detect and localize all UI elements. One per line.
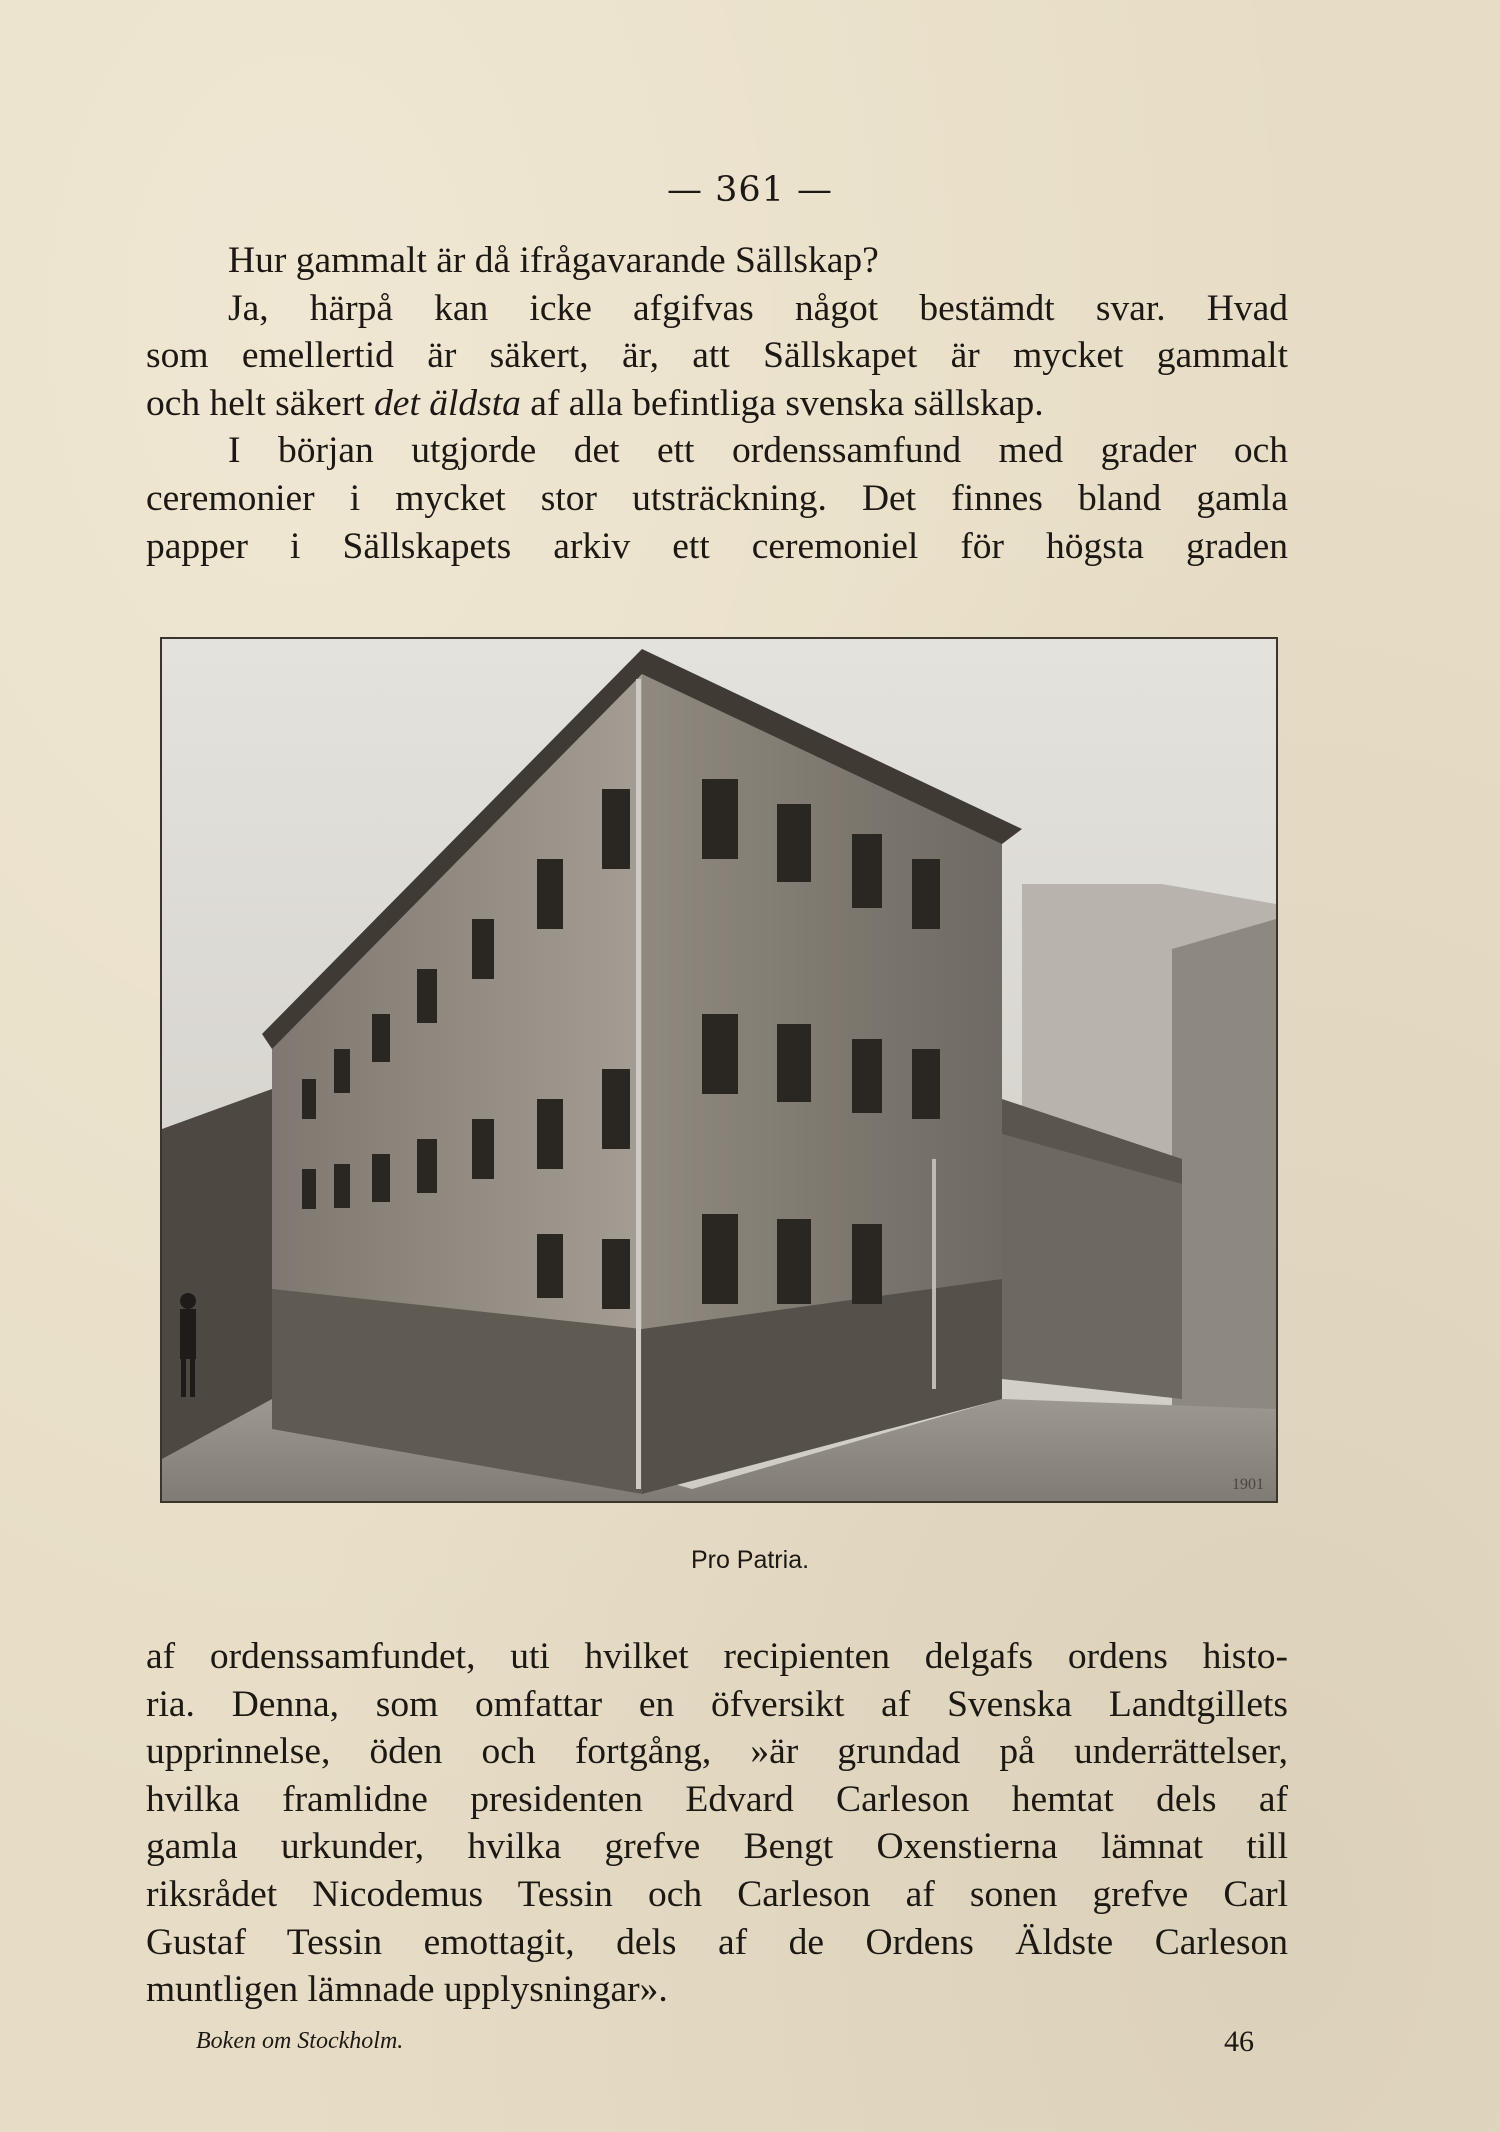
sheet-number: 46 xyxy=(1224,2025,1254,2058)
text-line: gamla urkunder, hvilka grefve Bengt Oxenstierna lämnat till xyxy=(146,1826,1288,1868)
text-line: som emellertid är säkert, är, att Sällskapet är mycket gammalt xyxy=(146,335,1288,377)
text-line: af ordenssamfundet, uti hvilket recipienten delgafs ordens histo- xyxy=(146,1636,1288,1677)
text-line: ria. Denna, som omfattar en öfversikt af Svenska Landtgillets xyxy=(146,1683,1288,1725)
body-text-top xyxy=(146,237,1288,570)
text-line: I början utgjorde det ett ordenssamfund med grader och xyxy=(228,430,1288,472)
body-text-bottom xyxy=(146,1633,1288,2014)
page-number: — 361 — xyxy=(666,170,834,210)
text-line: muntligen lämnade upplysningar». xyxy=(146,1969,668,2011)
text-line: riksrådet Nicodemus Tessin och Carleson af sonen grefve Carl xyxy=(146,1873,1288,1915)
text-line: papper i Sällskapets arkiv ett ceremoniel för högsta graden xyxy=(146,525,1288,567)
text-line: upprinnelse, öden och fortgång, »är grundad på underrättelser, xyxy=(146,1731,1288,1773)
photo-illustration xyxy=(162,639,1276,1501)
text-line: Ja, härpå kan icke afgifvas något bestämdt svar. Hvad xyxy=(228,287,1288,329)
signature-mark: Boken om Stockholm. xyxy=(196,2028,404,2054)
text-run: af alla befintliga svenska sällskap. xyxy=(530,382,1044,424)
text-line: ceremonier i mycket stor utsträckning. Det finnes bland gamla xyxy=(146,477,1288,519)
text-line-mixed xyxy=(146,380,1288,428)
photo-corner-mark: 1901 xyxy=(1232,1476,1264,1493)
text-run: och helt säkert xyxy=(146,382,365,424)
building-photograph xyxy=(160,637,1278,1503)
figure-caption: Pro Patria. xyxy=(690,1546,810,1574)
text-line: Gustaf Tessin emottagit, dels af de Ordens Äldste Carleson xyxy=(146,1921,1288,1963)
emphasis-text: det äldsta xyxy=(374,382,521,424)
text-line: Hur gammalt är då ifrågavarande Sällskap? xyxy=(228,240,879,281)
text-line: hvilka framlidne presidenten Edvard Carleson hemtat dels af xyxy=(146,1778,1288,1820)
